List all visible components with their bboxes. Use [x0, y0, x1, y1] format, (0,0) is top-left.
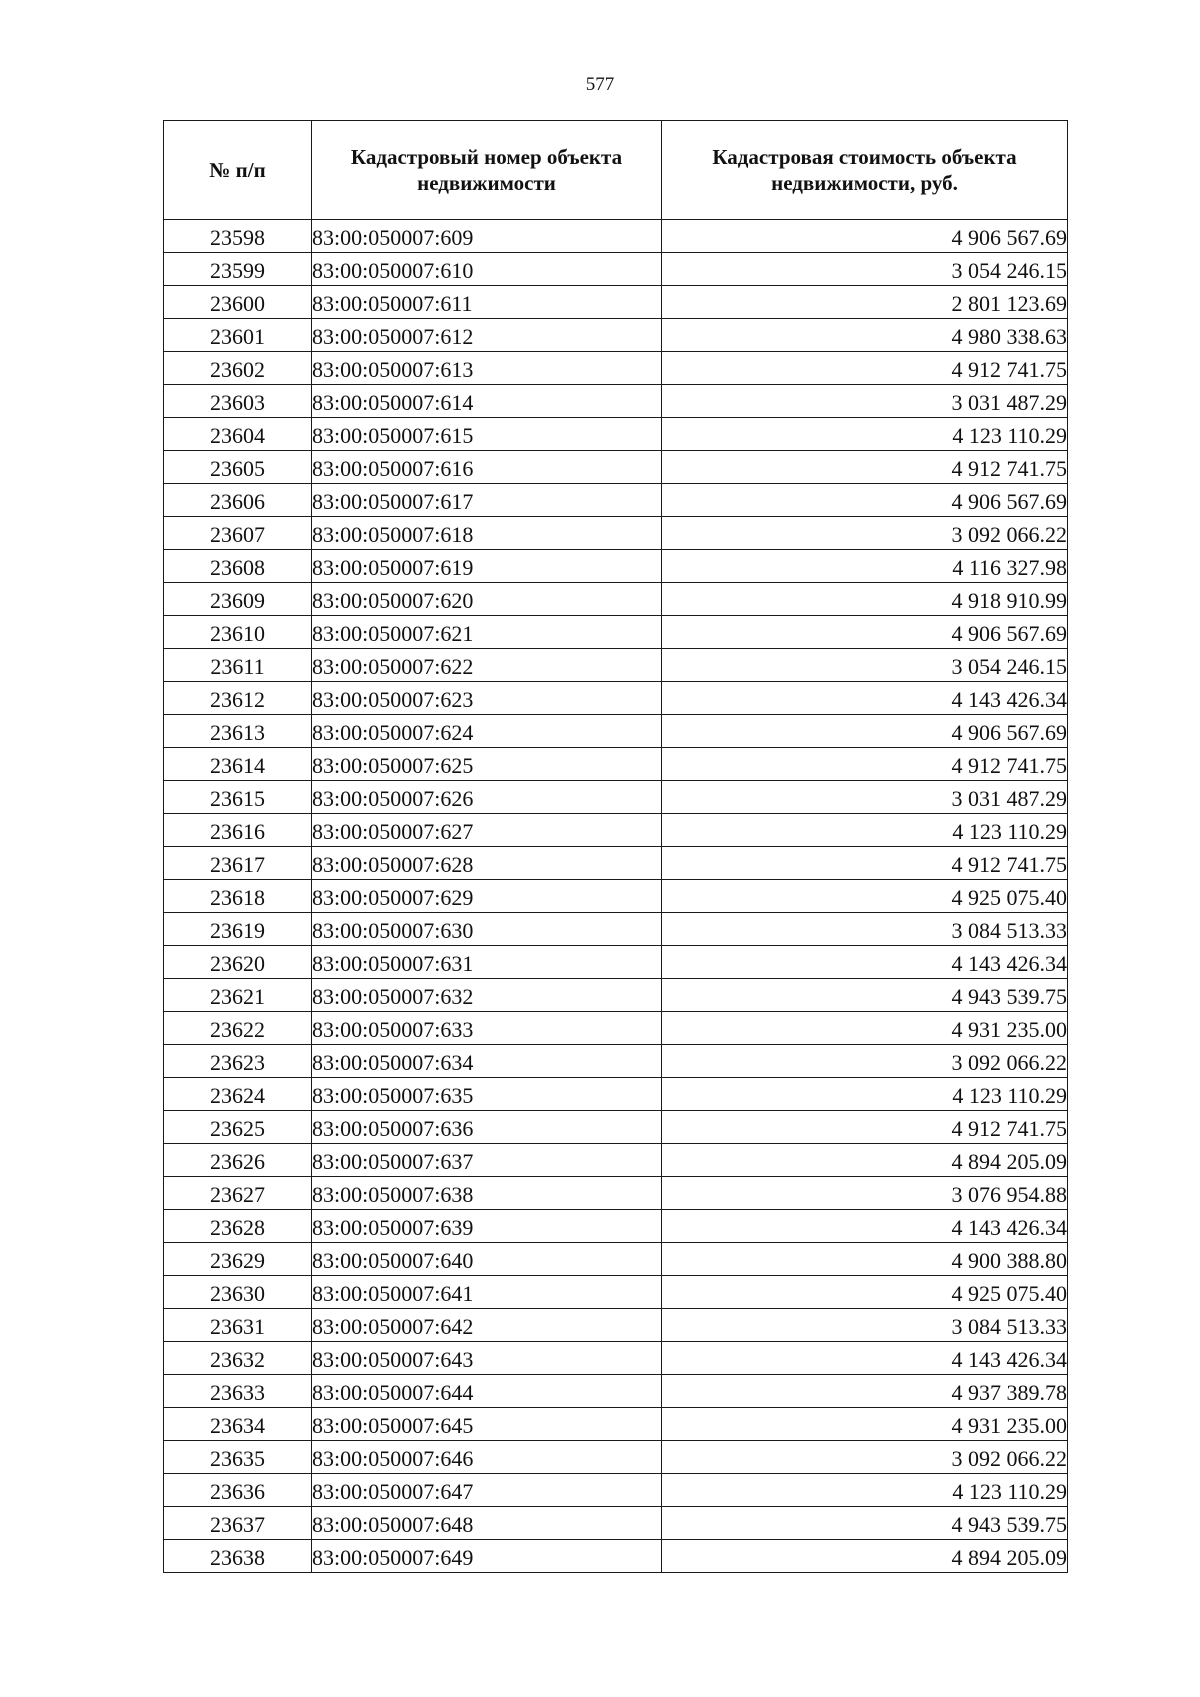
row-number: 23601 [164, 319, 312, 352]
cadastral-value: 4 123 110.29 [662, 814, 1068, 847]
table-row [164, 715, 1068, 748]
cadastral-value: 4 143 426.34 [662, 1210, 1068, 1243]
row-number: 23600 [164, 286, 312, 319]
table-row [164, 946, 1068, 979]
header-cadastral-value: Кадастровая стоимость объекта недвижимости, руб. [662, 121, 1068, 220]
row-number: 23636 [164, 1474, 312, 1507]
row-number: 23613 [164, 715, 312, 748]
cadastral-number: 83:00:050007:636 [312, 1111, 662, 1144]
row-number: 23608 [164, 550, 312, 583]
row-number: 23607 [164, 517, 312, 550]
table-row [164, 1210, 1068, 1243]
cadastral-number: 83:00:050007:643 [312, 1342, 662, 1375]
cadastral-value: 4 894 205.09 [662, 1144, 1068, 1177]
cadastral-number: 83:00:050007:617 [312, 484, 662, 517]
cadastral-number: 83:00:050007:614 [312, 385, 662, 418]
cadastral-number: 83:00:050007:649 [312, 1540, 662, 1573]
table-row [164, 352, 1068, 385]
cadastral-value: 4 906 567.69 [662, 484, 1068, 517]
table-row [164, 814, 1068, 847]
table-row [164, 979, 1068, 1012]
cadastral-number: 83:00:050007:644 [312, 1375, 662, 1408]
row-number: 23618 [164, 880, 312, 913]
cadastral-number: 83:00:050007:640 [312, 1243, 662, 1276]
cadastral-number: 83:00:050007:628 [312, 847, 662, 880]
table-row [164, 1375, 1068, 1408]
table-row [164, 1474, 1068, 1507]
cadastral-number: 83:00:050007:626 [312, 781, 662, 814]
cadastral-value: 4 925 075.40 [662, 1276, 1068, 1309]
table-row [164, 550, 1068, 583]
header-row-number: № п/п [164, 121, 312, 220]
cadastral-value: 4 925 075.40 [662, 880, 1068, 913]
cadastral-value: 4 918 910.99 [662, 583, 1068, 616]
table-row [164, 220, 1068, 253]
page-number: 577 [585, 74, 615, 95]
cadastral-number: 83:00:050007:616 [312, 451, 662, 484]
header-row [164, 121, 1068, 220]
table-row [164, 1012, 1068, 1045]
row-number: 23604 [164, 418, 312, 451]
row-number: 23624 [164, 1078, 312, 1111]
cadastral-value: 4 143 426.34 [662, 946, 1068, 979]
cadastral-number: 83:00:050007:629 [312, 880, 662, 913]
cadastral-number: 83:00:050007:634 [312, 1045, 662, 1078]
table-row [164, 1177, 1068, 1210]
row-number: 23612 [164, 682, 312, 715]
cadastral-number: 83:00:050007:647 [312, 1474, 662, 1507]
table-header [164, 121, 1068, 220]
cadastral-value: 3 031 487.29 [662, 385, 1068, 418]
table-row [164, 1078, 1068, 1111]
cadastral-number: 83:00:050007:615 [312, 418, 662, 451]
table-row [164, 880, 1068, 913]
row-number: 23627 [164, 1177, 312, 1210]
table-row [164, 616, 1068, 649]
table-row [164, 781, 1068, 814]
table-body [164, 220, 1068, 1573]
cadastral-number: 83:00:050007:637 [312, 1144, 662, 1177]
row-number: 23606 [164, 484, 312, 517]
cadastral-number: 83:00:050007:632 [312, 979, 662, 1012]
cadastral-value: 4 906 567.69 [662, 616, 1068, 649]
table-row [164, 1144, 1068, 1177]
table-row [164, 517, 1068, 550]
cadastral-number: 83:00:050007:618 [312, 517, 662, 550]
cadastral-value: 3 076 954.88 [662, 1177, 1068, 1210]
cadastral-number: 83:00:050007:645 [312, 1408, 662, 1441]
cadastral-value: 3 084 513.33 [662, 913, 1068, 946]
row-number: 23611 [164, 649, 312, 682]
table-row [164, 847, 1068, 880]
cadastral-value: 3 092 066.22 [662, 1045, 1068, 1078]
cadastral-value: 4 116 327.98 [662, 550, 1068, 583]
table-row [164, 1309, 1068, 1342]
cadastral-value: 3 084 513.33 [662, 1309, 1068, 1342]
table-row [164, 649, 1068, 682]
cadastral-value: 4 912 741.75 [662, 451, 1068, 484]
cadastral-number: 83:00:050007:625 [312, 748, 662, 781]
row-number: 23620 [164, 946, 312, 979]
row-number: 23602 [164, 352, 312, 385]
table-row [164, 385, 1068, 418]
cadastral-value: 4 943 539.75 [662, 1507, 1068, 1540]
cadastral-number: 83:00:050007:621 [312, 616, 662, 649]
cadastral-number: 83:00:050007:641 [312, 1276, 662, 1309]
cadastral-value: 4 906 567.69 [662, 715, 1068, 748]
cadastral-number: 83:00:050007:613 [312, 352, 662, 385]
cadastral-value: 4 123 110.29 [662, 1474, 1068, 1507]
cadastral-value: 4 937 389.78 [662, 1375, 1068, 1408]
cadastral-value: 4 894 205.09 [662, 1540, 1068, 1573]
table-row [164, 682, 1068, 715]
row-number: 23631 [164, 1309, 312, 1342]
cadastral-value-table [163, 120, 1068, 1573]
header-cadastral-number: Кадастровый номер объекта недвижимости [312, 121, 662, 220]
row-number: 23628 [164, 1210, 312, 1243]
cadastral-number: 83:00:050007:612 [312, 319, 662, 352]
cadastral-value: 4 912 741.75 [662, 352, 1068, 385]
cadastral-value: 4 912 741.75 [662, 748, 1068, 781]
cadastral-value: 4 912 741.75 [662, 1111, 1068, 1144]
row-number: 23617 [164, 847, 312, 880]
row-number: 23629 [164, 1243, 312, 1276]
row-number: 23603 [164, 385, 312, 418]
row-number: 23638 [164, 1540, 312, 1573]
cadastral-value: 4 123 110.29 [662, 418, 1068, 451]
row-number: 23598 [164, 220, 312, 253]
cadastral-number: 83:00:050007:627 [312, 814, 662, 847]
cadastral-number: 83:00:050007:611 [312, 286, 662, 319]
table-row [164, 484, 1068, 517]
cadastral-number: 83:00:050007:642 [312, 1309, 662, 1342]
cadastral-value: 3 092 066.22 [662, 517, 1068, 550]
cadastral-value: 3 031 487.29 [662, 781, 1068, 814]
row-number: 23621 [164, 979, 312, 1012]
table-row [164, 1045, 1068, 1078]
cadastral-number: 83:00:050007:619 [312, 550, 662, 583]
table-row [164, 1243, 1068, 1276]
row-number: 23623 [164, 1045, 312, 1078]
cadastral-number: 83:00:050007:630 [312, 913, 662, 946]
table-row [164, 319, 1068, 352]
table-row [164, 1276, 1068, 1309]
row-number: 23635 [164, 1441, 312, 1474]
cadastral-number: 83:00:050007:638 [312, 1177, 662, 1210]
row-number: 23626 [164, 1144, 312, 1177]
row-number: 23605 [164, 451, 312, 484]
cadastral-number: 83:00:050007:622 [312, 649, 662, 682]
row-number: 23633 [164, 1375, 312, 1408]
cadastral-value: 3 054 246.15 [662, 649, 1068, 682]
cadastral-number: 83:00:050007:631 [312, 946, 662, 979]
cadastral-value: 4 143 426.34 [662, 1342, 1068, 1375]
row-number: 23622 [164, 1012, 312, 1045]
table-row [164, 418, 1068, 451]
cadastral-number: 83:00:050007:620 [312, 583, 662, 616]
cadastral-number: 83:00:050007:633 [312, 1012, 662, 1045]
table-row [164, 253, 1068, 286]
cadastral-number: 83:00:050007:635 [312, 1078, 662, 1111]
cadastral-value: 4 123 110.29 [662, 1078, 1068, 1111]
table-row [164, 1111, 1068, 1144]
table-row [164, 451, 1068, 484]
cadastral-value: 2 801 123.69 [662, 286, 1068, 319]
cadastral-value: 4 931 235.00 [662, 1012, 1068, 1045]
table-row [164, 1342, 1068, 1375]
table-row [164, 286, 1068, 319]
cadastral-number: 83:00:050007:648 [312, 1507, 662, 1540]
cadastral-value: 4 143 426.34 [662, 682, 1068, 715]
cadastral-value: 3 092 066.22 [662, 1441, 1068, 1474]
cadastral-number: 83:00:050007:624 [312, 715, 662, 748]
row-number: 23630 [164, 1276, 312, 1309]
row-number: 23614 [164, 748, 312, 781]
row-number: 23634 [164, 1408, 312, 1441]
row-number: 23599 [164, 253, 312, 286]
row-number: 23615 [164, 781, 312, 814]
row-number: 23610 [164, 616, 312, 649]
cadastral-number: 83:00:050007:609 [312, 220, 662, 253]
cadastral-number: 83:00:050007:610 [312, 253, 662, 286]
row-number: 23619 [164, 913, 312, 946]
row-number: 23625 [164, 1111, 312, 1144]
table-row [164, 913, 1068, 946]
cadastral-value: 4 931 235.00 [662, 1408, 1068, 1441]
cadastral-value: 4 912 741.75 [662, 847, 1068, 880]
cadastral-value: 4 980 338.63 [662, 319, 1068, 352]
row-number: 23609 [164, 583, 312, 616]
table-row [164, 1408, 1068, 1441]
row-number: 23616 [164, 814, 312, 847]
cadastral-value: 3 054 246.15 [662, 253, 1068, 286]
cadastral-value: 4 906 567.69 [662, 220, 1068, 253]
table-row [164, 748, 1068, 781]
table-row [164, 1507, 1068, 1540]
cadastral-value: 4 943 539.75 [662, 979, 1068, 1012]
row-number: 23632 [164, 1342, 312, 1375]
table-row [164, 1540, 1068, 1573]
row-number: 23637 [164, 1507, 312, 1540]
table-row [164, 1441, 1068, 1474]
cadastral-number: 83:00:050007:623 [312, 682, 662, 715]
cadastral-value: 4 900 388.80 [662, 1243, 1068, 1276]
table-row [164, 583, 1068, 616]
cadastral-number: 83:00:050007:639 [312, 1210, 662, 1243]
cadastral-number: 83:00:050007:646 [312, 1441, 662, 1474]
